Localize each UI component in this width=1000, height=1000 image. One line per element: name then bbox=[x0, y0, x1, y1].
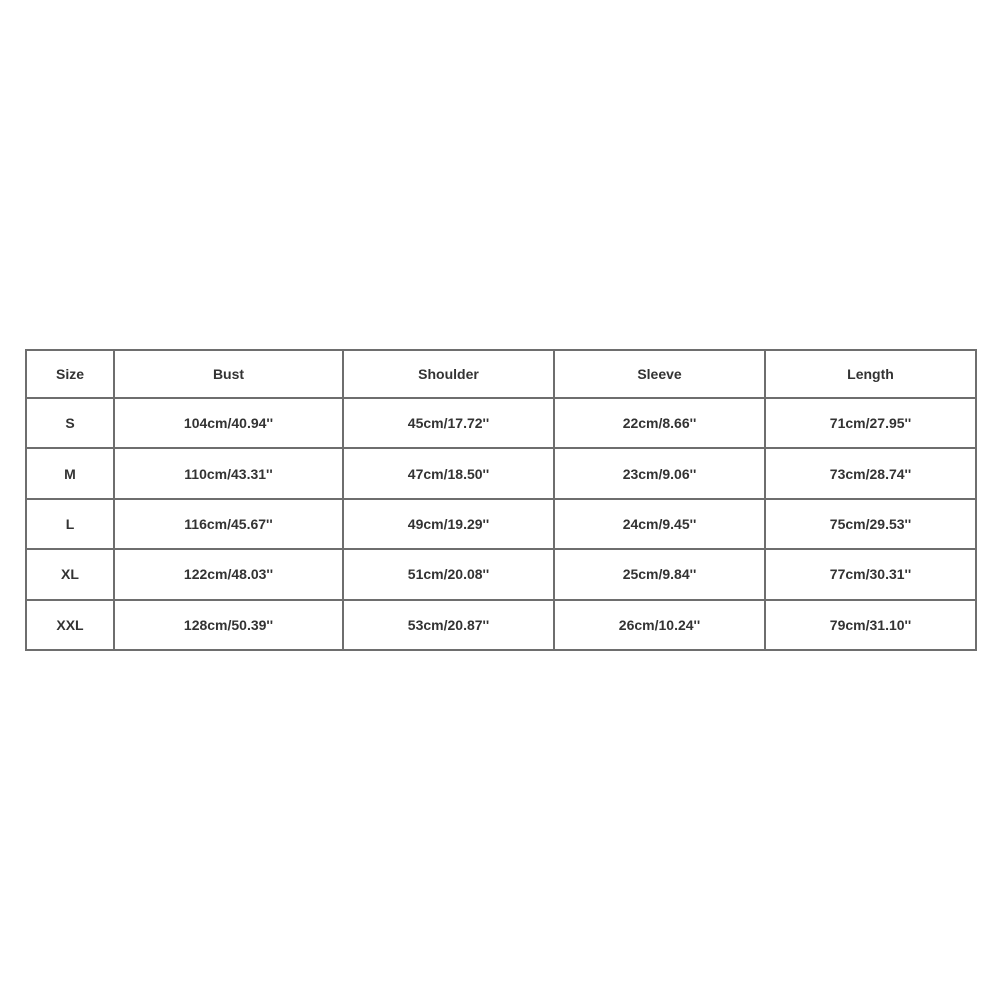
cell-bust: 110cm/43.31'' bbox=[114, 448, 343, 498]
cell-bust: 128cm/50.39'' bbox=[114, 600, 343, 650]
cell-shoulder: 45cm/17.72'' bbox=[343, 398, 554, 448]
cell-bust: 104cm/40.94'' bbox=[114, 398, 343, 448]
cell-length: 75cm/29.53'' bbox=[765, 499, 976, 549]
cell-size: M bbox=[26, 448, 114, 498]
table-row bbox=[26, 398, 976, 448]
table-row bbox=[26, 448, 976, 498]
cell-length: 71cm/27.95'' bbox=[765, 398, 976, 448]
cell-shoulder: 53cm/20.87'' bbox=[343, 600, 554, 650]
cell-shoulder: 49cm/19.29'' bbox=[343, 499, 554, 549]
cell-sleeve: 22cm/8.66'' bbox=[554, 398, 765, 448]
cell-bust: 116cm/45.67'' bbox=[114, 499, 343, 549]
cell-length: 73cm/28.74'' bbox=[765, 448, 976, 498]
table-row bbox=[26, 600, 976, 650]
cell-size: XL bbox=[26, 549, 114, 599]
header-size: Size bbox=[26, 350, 114, 398]
header-sleeve: Sleeve bbox=[554, 350, 765, 398]
cell-size: L bbox=[26, 499, 114, 549]
cell-shoulder: 51cm/20.08'' bbox=[343, 549, 554, 599]
header-shoulder: Shoulder bbox=[343, 350, 554, 398]
cell-size: XXL bbox=[26, 600, 114, 650]
cell-length: 79cm/31.10'' bbox=[765, 600, 976, 650]
table-row bbox=[26, 499, 976, 549]
cell-shoulder: 47cm/18.50'' bbox=[343, 448, 554, 498]
header-length: Length bbox=[765, 350, 976, 398]
cell-length: 77cm/30.31'' bbox=[765, 549, 976, 599]
cell-sleeve: 25cm/9.84'' bbox=[554, 549, 765, 599]
table-row bbox=[26, 549, 976, 599]
size-chart-table bbox=[25, 349, 977, 651]
cell-size: S bbox=[26, 398, 114, 448]
header-bust: Bust bbox=[114, 350, 343, 398]
cell-sleeve: 23cm/9.06'' bbox=[554, 448, 765, 498]
table-header-row bbox=[26, 350, 976, 398]
cell-sleeve: 24cm/9.45'' bbox=[554, 499, 765, 549]
cell-sleeve: 26cm/10.24'' bbox=[554, 600, 765, 650]
cell-bust: 122cm/48.03'' bbox=[114, 549, 343, 599]
